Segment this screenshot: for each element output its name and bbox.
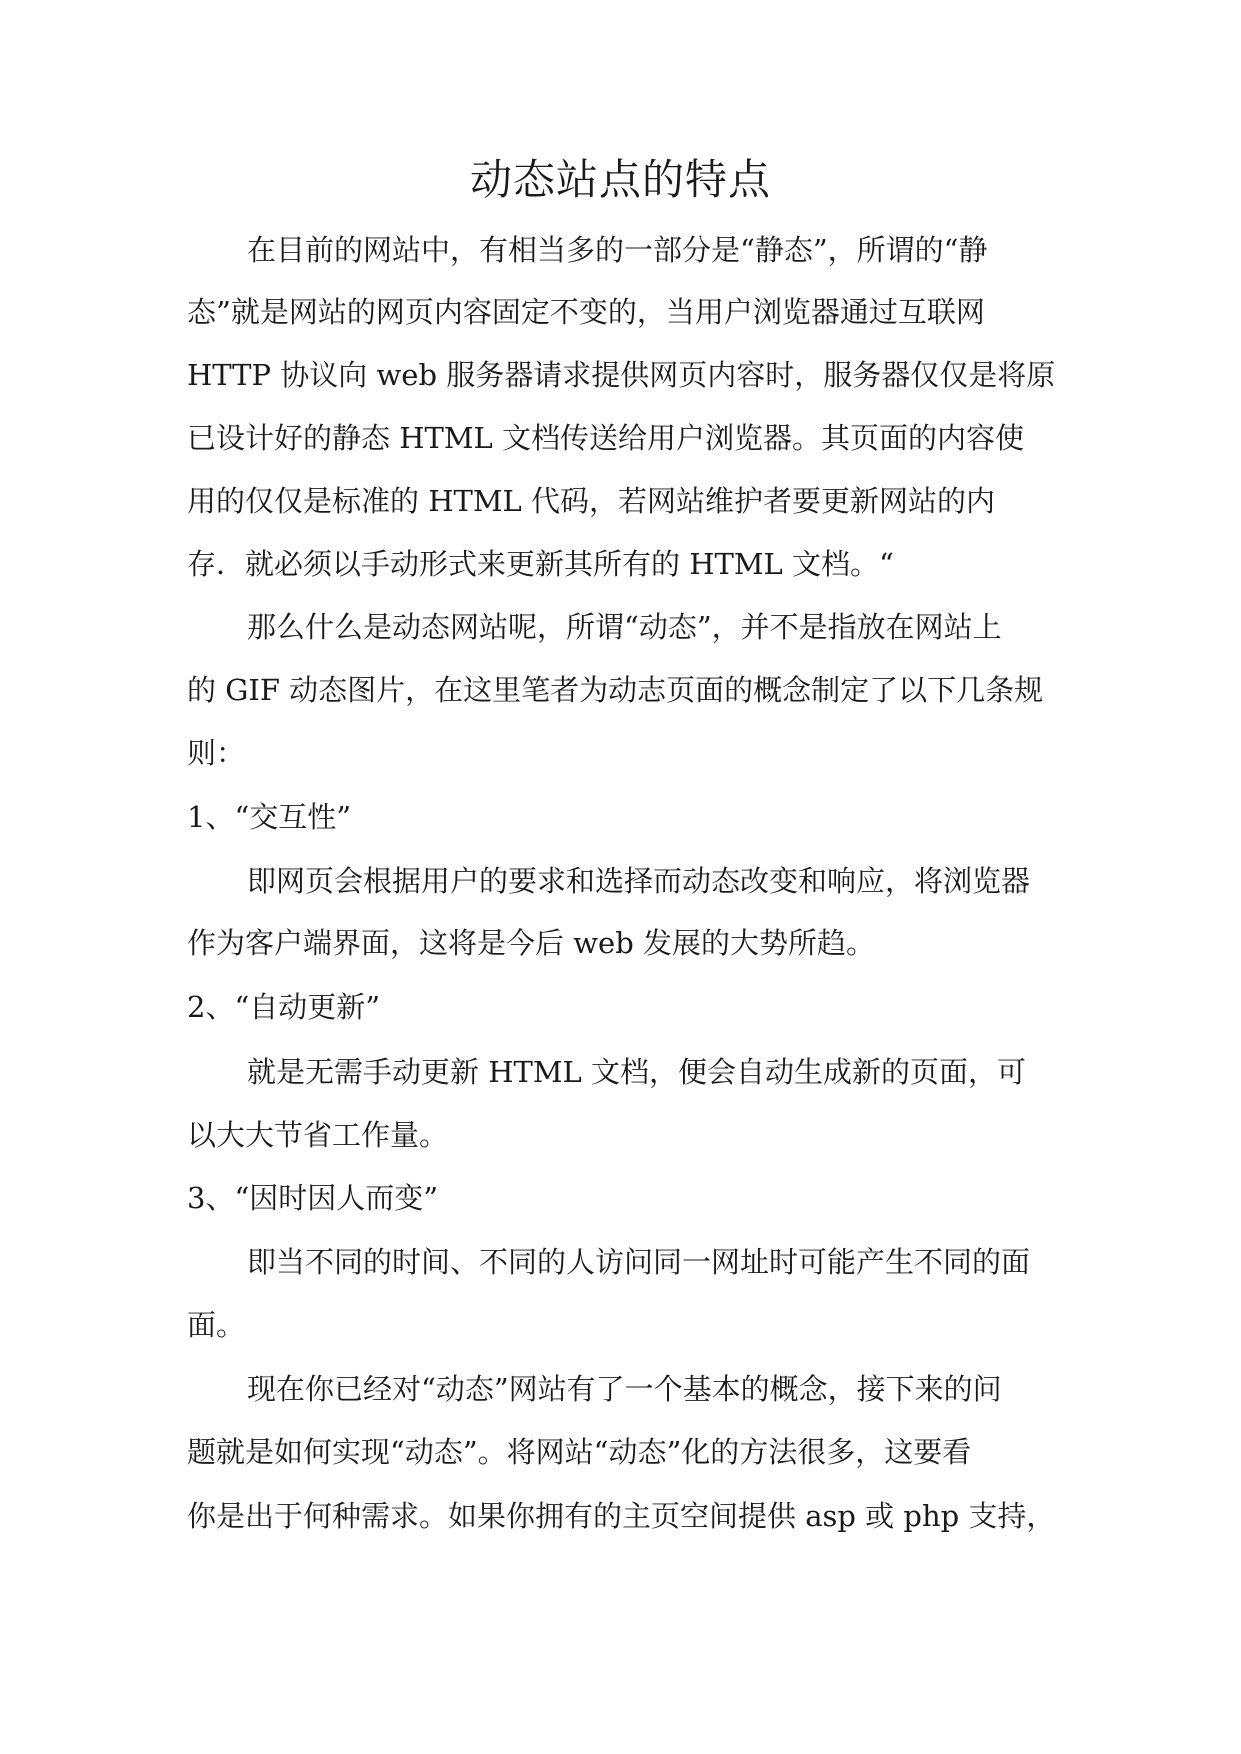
text-line: 存．就必须以手动形式来更新其所有的 HTML 文档。“ bbox=[187, 547, 894, 581]
text-line: 作为客户端界面，这将是今后 web 发展的大势所趋。 bbox=[187, 926, 875, 960]
text-line: 已设计好的静态 HTML 文档传送给用户浏览器。其页面的内容使 bbox=[187, 421, 1025, 455]
text-line: HTTP 协议向 web 服务器请求提供网页内容时，服务器仅仅是将原 bbox=[187, 358, 1056, 392]
text-line: 题就是如何实现“动态”。将网站“动态”化的方法很多，这要看 bbox=[187, 1435, 972, 1469]
text-line: 现在你已经对“动态”网站有了一个基本的概念，接下来的问 bbox=[247, 1372, 1002, 1406]
text-line: 在目前的网站中，有相当多的一部分是“静态”，所谓的“静 bbox=[247, 233, 988, 267]
text-line: 你是出于何种需求。如果你拥有的主页空间提供 asp 或 php 支持， bbox=[187, 1499, 1056, 1533]
text-line: 就是无需手动更新 HTML 文档，便会自动生成新的页面，可 bbox=[247, 1055, 1027, 1089]
text-line: 用的仅仅是标准的 HTML 代码，若网站维护者要更新网站的内 bbox=[187, 484, 996, 518]
list-heading: 1、“交互性” bbox=[187, 800, 352, 834]
text-line: 以大大节省工作量。 bbox=[187, 1118, 449, 1152]
text-line: 那么什么是动态网站呢，所谓“动态”，并不是指放在网站上 bbox=[247, 610, 1002, 644]
list-heading: 3、“因时因人而变” bbox=[187, 1181, 439, 1215]
list-heading: 2、“自动更新” bbox=[187, 990, 381, 1024]
text-line: 即当不同的时间、不同的人访问同一网址时可能产生不同的面 bbox=[247, 1245, 1031, 1279]
text-line: 即网页会根据用户的要求和选择而动态改变和响应，将浏览器 bbox=[247, 864, 1031, 898]
text-line: 面。 bbox=[187, 1308, 246, 1342]
text-line: 态”就是网站的网页内容固定不变的，当用户浏览器通过互联网 bbox=[187, 295, 985, 329]
text-line: 则： bbox=[187, 736, 246, 770]
text-line: 的 GIF 动态图片，在这里笔者为动志页面的概念制定了以下几条规 bbox=[187, 673, 1044, 707]
page-title: 动态站点的特点 bbox=[469, 155, 771, 204]
